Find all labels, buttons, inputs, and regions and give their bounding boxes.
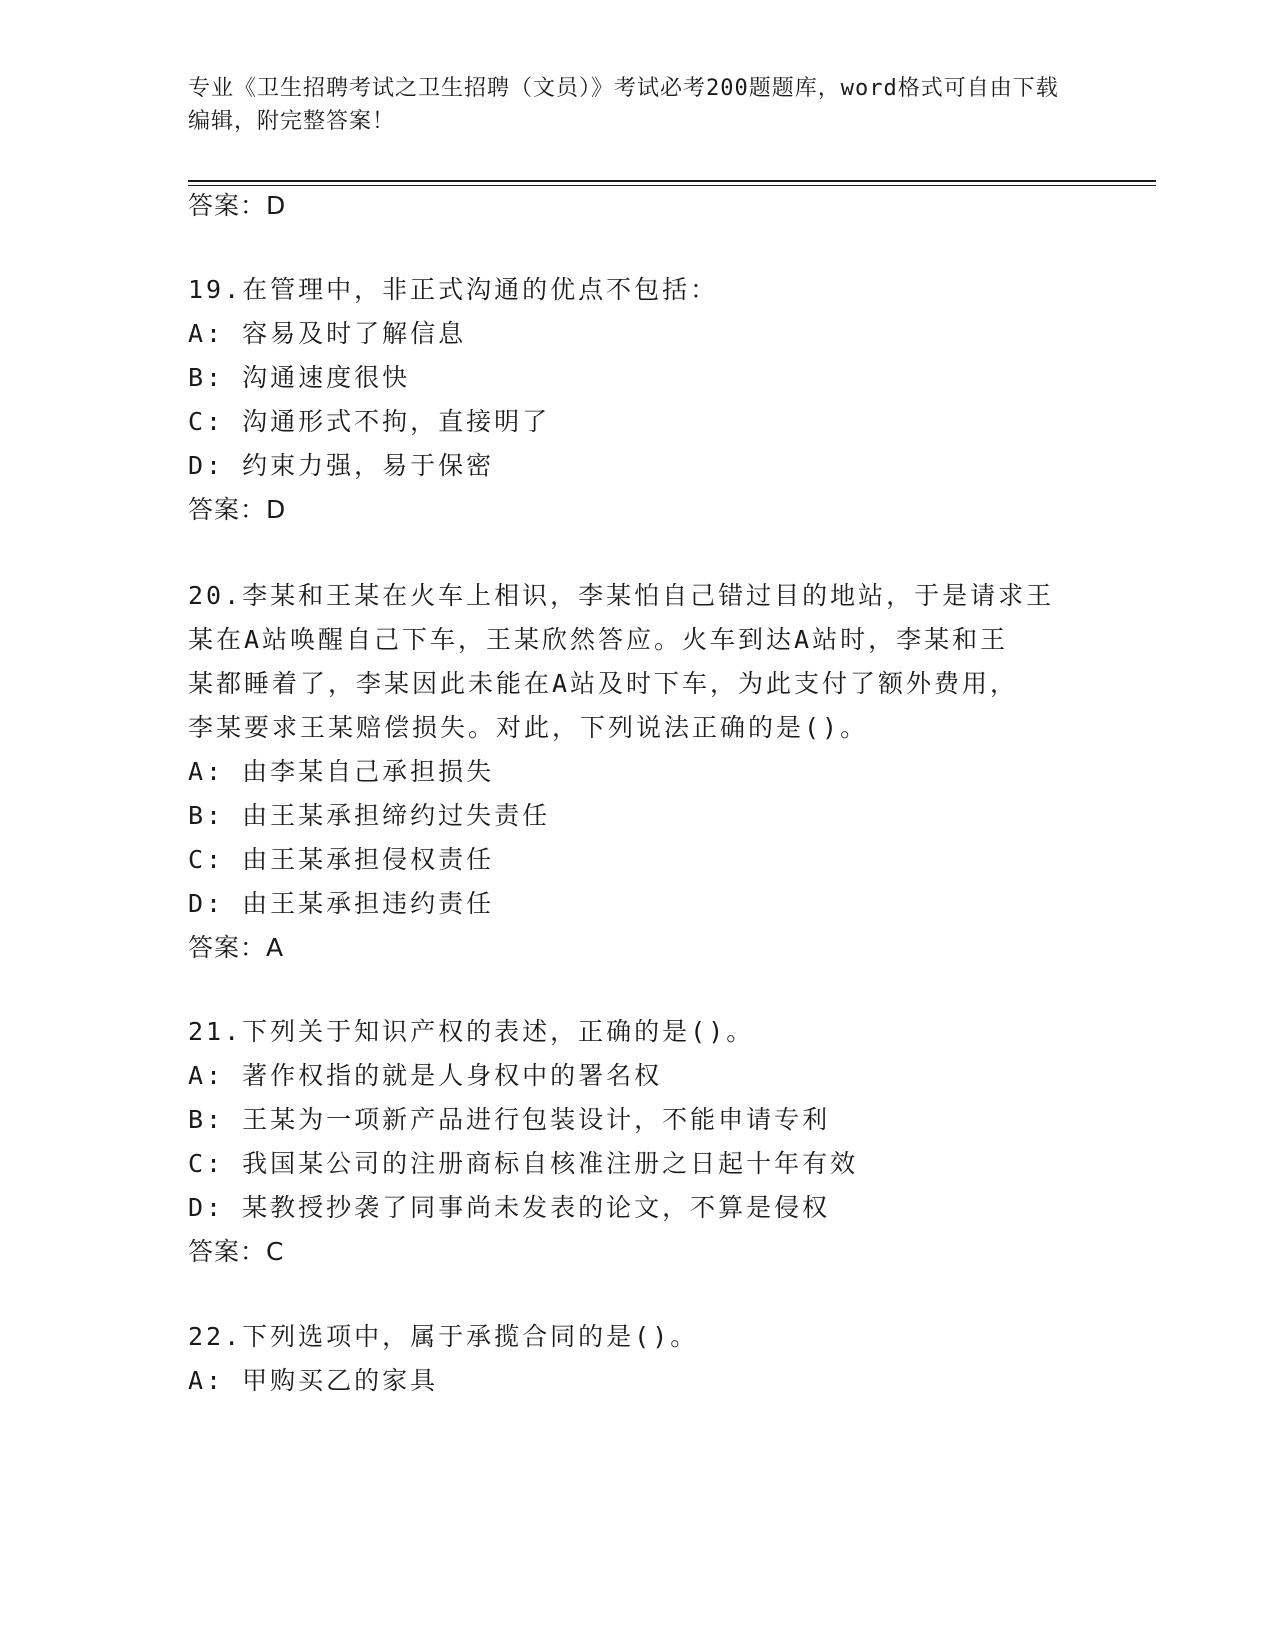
- question-stem: 某都睡着了，李某因此未能在A站及时下车，为此支付了额外费用，: [188, 669, 1019, 698]
- header-rule-thin: [188, 185, 1156, 186]
- question-stem: 21.下列关于知识产权的表述，正确的是()。: [188, 1017, 755, 1046]
- option-d: D: 某教授抄袭了同事尚未发表的论文，不算是侵权: [188, 1193, 831, 1222]
- option-c: C: 我国某公司的注册商标自核准注册之日起十年有效: [188, 1149, 859, 1178]
- answer-label: 答案：D: [188, 495, 287, 524]
- document-header: 专业《卫生招聘考试之卫生招聘（文员）》考试必考200题题库，word格式可自由下载编辑，附完整答案！: [188, 76, 1059, 134]
- option-d: D: 约束力强，易于保密: [188, 451, 495, 480]
- answer-label: 答案：D: [188, 191, 287, 220]
- question-stem: 李某要求王某赔偿损失。对此，下列说法正确的是()。: [188, 713, 869, 742]
- option-a: A: 著作权指的就是人身权中的署名权: [188, 1061, 663, 1090]
- question-stem: 某在A站唤醒自己下车，王某欣然答应。火车到达A站时，李某和王: [188, 625, 1009, 654]
- option-a: A: 容易及时了解信息: [188, 319, 467, 348]
- question-stem: 19.在管理中，非正式沟通的优点不包括：: [188, 275, 719, 304]
- option-d: D: 由王某承担违约责任: [188, 889, 495, 918]
- option-b: B: 由王某承担缔约过失责任: [188, 801, 551, 830]
- header-rule: [188, 180, 1156, 182]
- answer-label: 答案：A: [188, 933, 285, 962]
- option-c: C: 沟通形式不拘，直接明了: [188, 407, 551, 436]
- option-a: A: 甲购买乙的家具: [188, 1366, 439, 1395]
- question-stem: 22.下列选项中，属于承揽合同的是()。: [188, 1322, 699, 1351]
- question-stem: 20.李某和王某在火车上相识，李某怕自己错过目的地站，于是请求王: [188, 581, 1055, 610]
- option-c: C: 由王某承担侵权责任: [188, 845, 495, 874]
- option-b: B: 沟通速度很快: [188, 363, 411, 392]
- answer-label: 答案：C: [188, 1237, 285, 1266]
- option-a: A: 由李某自己承担损失: [188, 757, 495, 786]
- option-b: B: 王某为一项新产品进行包装设计，不能申请专利: [188, 1105, 831, 1134]
